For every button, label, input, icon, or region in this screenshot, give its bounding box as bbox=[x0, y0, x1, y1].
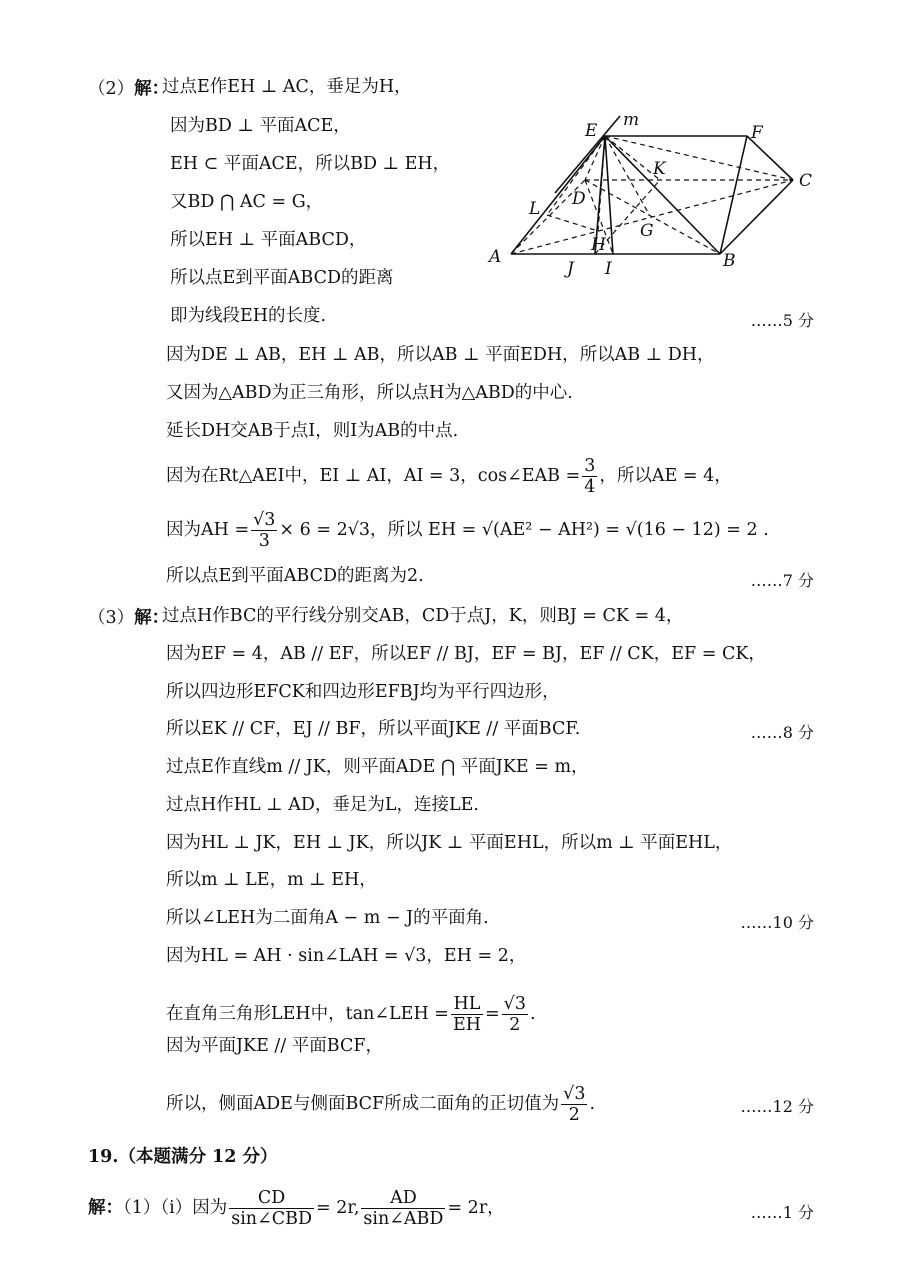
score-12: ……12 分 bbox=[740, 1097, 814, 1116]
label-d: D bbox=[572, 189, 586, 209]
part3-line-2: 所以四边形EFCK和四边形EFBJ均为平行四边形， bbox=[166, 682, 560, 702]
part2-line-1: 因为BD ⊥ 平面ACE， bbox=[170, 116, 351, 136]
part2-line-9: 延长DH交AB于点I，则I为AB的中点. bbox=[166, 421, 459, 441]
part3-line-4: 过点E作直线m // JK，则平面ADE ⋂ 平面JKE = m， bbox=[166, 757, 589, 777]
label-l: L bbox=[529, 199, 541, 219]
label-g: G bbox=[640, 221, 654, 241]
score-1: ……1 分 bbox=[750, 1203, 814, 1222]
part2-line-4: 所以EH ⊥ 平面ABCD， bbox=[170, 230, 367, 250]
edge-eb bbox=[605, 136, 720, 254]
score-10: ……10 分 bbox=[740, 913, 814, 932]
part2-line-2: EH ⊂ 平面ACE，所以BD ⊥ EH， bbox=[170, 154, 451, 174]
fraction-ad: $\frac{AD}{\text{sin∠ABD}}$ bbox=[363, 1188, 444, 1229]
q19-line-0: 解：（1）（ⅰ）因为 $\frac{CD}{\text{sin∠CBD}}$ = 2r, $\frac{AD}{\text{sin∠ABD}}$ = 2r， bbox=[88, 1188, 505, 1229]
score-8: ……8 分 bbox=[750, 723, 814, 742]
part2-line-7: 因为DE ⊥ AB，EH ⊥ AB，所以AB ⊥ 平面EDH，所以AB ⊥ DH， bbox=[166, 345, 715, 365]
label-f: F bbox=[751, 123, 763, 143]
part3-line-9: 因为HL = AH · sin∠LAH = √3，EH = 2， bbox=[166, 946, 527, 966]
part2-line-11: 因为AH = $\frac{√3}{3}$ × 6 = 2√3，所以 EH = √(AE² − AH²) = √(16 − 12) = 2 . bbox=[166, 510, 769, 551]
edge-cb bbox=[720, 180, 793, 254]
question-19-heading: 19.（本题满分 12 分） bbox=[88, 1147, 278, 1167]
fraction-ah: $\frac{√3}{3}$ bbox=[253, 510, 276, 551]
part3-line-6: 因为HL ⊥ JK，EH ⊥ JK，所以JK ⊥ 平面EHL，所以m ⊥ 平面EHL， bbox=[166, 833, 733, 853]
part3-line-5: 过点H作HL ⊥ AD，垂足为L，连接LE. bbox=[166, 795, 479, 815]
part3-line-12: 所以，侧面ADE与侧面BCF所成二面角的正切值为 $\frac{√3}{2}$ . bbox=[166, 1084, 596, 1125]
fraction-sqrt3-2-b: $\frac{√3}{2}$ bbox=[563, 1084, 586, 1125]
part2-line-12: 所以点E到平面ABCD的距离为2. bbox=[166, 566, 424, 586]
part2-line-6: 即为线段EH的长度. bbox=[170, 306, 327, 326]
label-k: K bbox=[653, 159, 666, 179]
label-m: m bbox=[623, 110, 640, 130]
part2-line-5: 所以点E到平面ABCD的距离 bbox=[170, 268, 394, 288]
part2-line-3: 又BD ⋂ AC = G， bbox=[170, 192, 324, 212]
fraction-sqrt3-2-a: $\frac{√3}{2}$ bbox=[503, 994, 526, 1035]
fraction-cos: $\frac{3}{4}$ bbox=[584, 456, 596, 497]
score-5: ……5 分 bbox=[750, 311, 814, 330]
label-j: J bbox=[567, 259, 574, 279]
part3-line-7: 所以m ⊥ LE，m ⊥ EH， bbox=[166, 870, 377, 890]
score-7: ……7 分 bbox=[750, 571, 814, 590]
fraction-cd: $\frac{CD}{\text{sin∠CBD}}$ bbox=[231, 1188, 313, 1229]
geometry-figure bbox=[485, 108, 825, 286]
part3-line-0: 过点H作BC的平行线分别交AB，CD于点J，K，则BJ = CK = 4， bbox=[162, 606, 684, 626]
part3-label: （3）解： bbox=[88, 608, 170, 628]
label-b: B bbox=[723, 251, 736, 271]
part3-line-10: 在直角三角形LEH中，tan∠LEH = $\frac{HL}{EH}$ = $\frac{√3}{2}$ . bbox=[166, 994, 536, 1035]
label-e: E bbox=[585, 121, 598, 141]
label-i: I bbox=[605, 259, 612, 279]
part2-label: （2）解： bbox=[88, 79, 170, 99]
label-c: C bbox=[799, 171, 813, 191]
part3-line-8: 所以∠LEH为二面角A − m − J的平面角. bbox=[166, 908, 489, 928]
part2-line-10: 因为在Rt△AEI中，EI ⊥ AI，AI = 3，cos∠EAB = $\frac{3}{4}$ ，所以AE = 4， bbox=[166, 456, 732, 497]
fraction-hl-eh: $\frac{HL}{EH}$ bbox=[452, 994, 481, 1035]
edge-ec bbox=[605, 136, 793, 180]
edge-fb bbox=[720, 136, 747, 254]
label-a: A bbox=[489, 247, 502, 267]
part3-line-11: 因为平面JKE // 平面BCF， bbox=[166, 1036, 383, 1056]
part2-line-0: 过点E作EH ⊥ AC，垂足为H， bbox=[162, 77, 412, 97]
part3-line-3: 所以EK // CF，EJ // BF，所以平面JKE // 平面BCF. bbox=[166, 719, 581, 739]
part2-line-8: 又因为△ABD为正三角形，所以点H为△ABD的中心. bbox=[166, 383, 573, 403]
edge-lh bbox=[547, 215, 598, 231]
part3-line-1: 因为EF = 4，AB // EF，所以EF // BJ，EF = BJ，EF // CK，EF = CK， bbox=[166, 644, 766, 664]
label-h: H bbox=[591, 235, 606, 255]
